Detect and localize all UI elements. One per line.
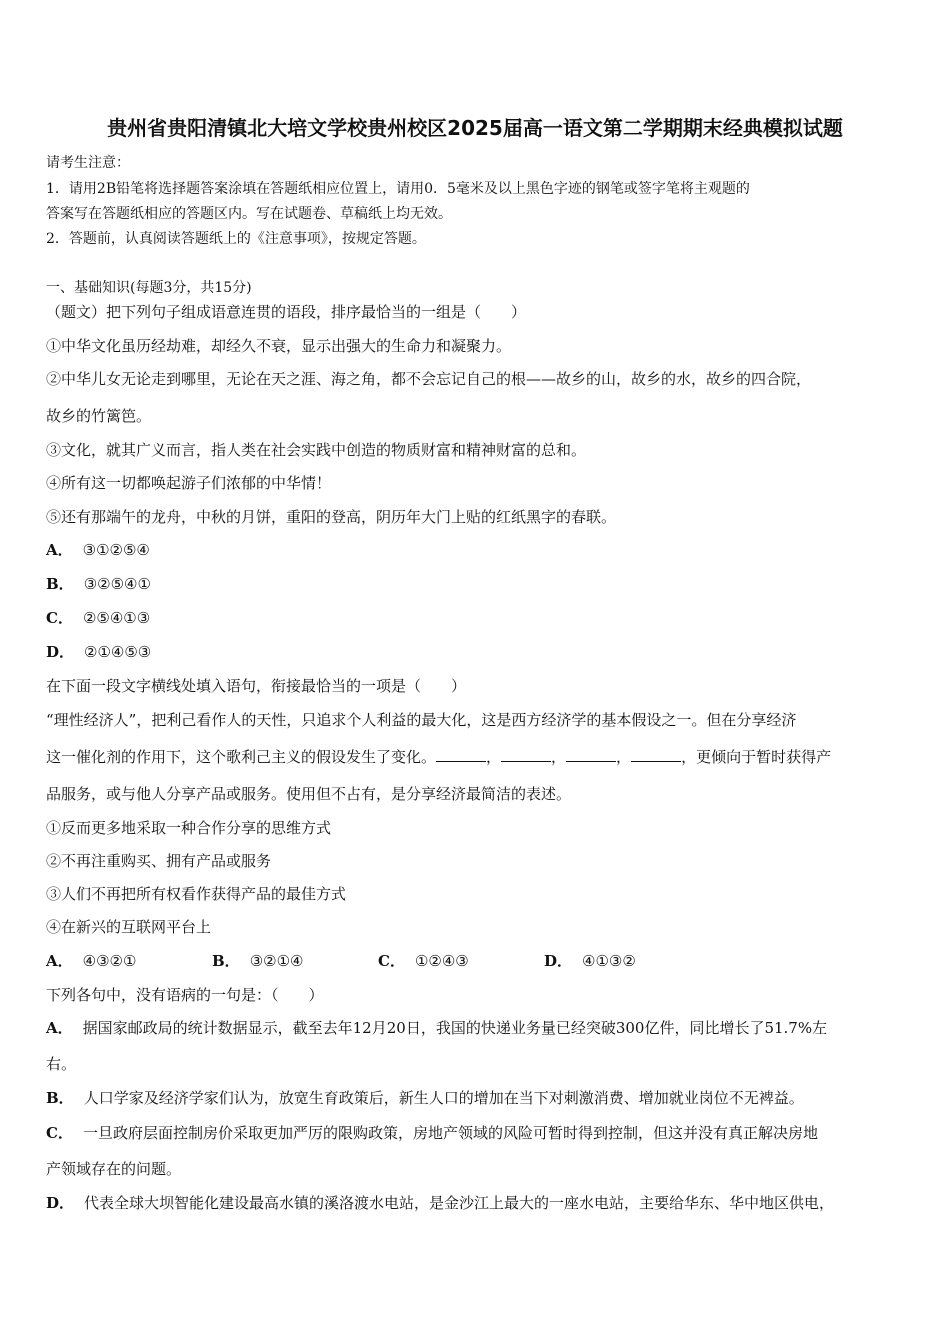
separator: ， — [486, 748, 502, 766]
q3-option-a — [46, 1017, 906, 1038]
notice-item-1: 1．请用2B铅笔将选择题答案涂填在答题纸相应位置上，请用0．5毫米及以上黑色字迹的钢笔或签字笔将主观题的 — [46, 181, 750, 197]
option-label: C． — [46, 1124, 73, 1142]
option-label: A． — [46, 952, 73, 970]
q2-options — [46, 950, 906, 971]
option-text: ①②④③ — [414, 952, 469, 970]
passage-text: 这一催化剂的作用下，这个歌利己主义的假设发生了变化。 — [46, 748, 437, 766]
option-text: ④①③② — [582, 952, 636, 970]
option-text: 代表全球大坝智能化建设最高水镇的溪洛渡水电站，是金沙江上最大的一座水电站，主要给华东、华中地区供电， — [84, 1194, 835, 1212]
q3-option-b — [46, 1087, 906, 1108]
q2-sentence-3: ③人们不再把所有权看作获得产品的最佳方式 — [46, 885, 347, 903]
q3-option-c-cont: 产领域存在的问题。 — [46, 1160, 182, 1178]
q1-sentence-4: ④所有这一切都唤起游子们浓郁的中华情！ — [46, 474, 332, 492]
q3-option-c — [46, 1122, 906, 1143]
q2-passage-line-2 — [46, 746, 906, 767]
q1-option-d — [46, 641, 906, 662]
notice-item-1-cont: 答案写在答题纸相应的答题区内。写在试题卷、草稿纸上均无效。 — [46, 206, 452, 222]
option-text: ②⑤④①③ — [82, 609, 151, 627]
q1-sentence-1: ①中华文化虽历经劫难，却经久不衰，显示出强大的生命力和凝聚力。 — [46, 337, 512, 355]
option-text: ②①④⑤③ — [84, 643, 152, 661]
separator: ， — [616, 748, 632, 766]
q2-option-c — [378, 950, 544, 971]
q1-sentence-2: ②中华儿女无论走到哪里，无论在天之涯、海之角，都不会忘记自己的根——故乡的山，故乡的水，故乡的四合院， — [46, 370, 812, 388]
notice-heading: 请考生注意： — [46, 155, 130, 171]
passage-text: ，更倾向于暂时获得产 — [681, 748, 832, 766]
option-label: D． — [544, 952, 573, 970]
option-text: ③②①④ — [249, 952, 304, 970]
q2-sentence-1: ①反而更多地采取一种合作分享的思维方式 — [46, 819, 332, 837]
section-heading: 一、基础知识(每题3分，共15分) — [46, 280, 252, 296]
q2-option-d — [544, 950, 710, 971]
q1-sentence-3: ③文化，就其广义而言，指人类在社会实践中创造的物质财富和精神财富的总和。 — [46, 441, 587, 459]
option-label: C． — [46, 609, 73, 627]
option-text: 人口学家及经济学家们认为，放宽生育政策后，新生人口的增加在当下对刺激消费、增加就业岗位不无裨益。 — [83, 1089, 804, 1107]
q1-sentence-5: ⑤还有那端午的龙舟，中秋的月饼，重阳的登高，阴历年大门上贴的红纸黑字的春联。 — [46, 508, 617, 526]
q3-option-d — [46, 1192, 906, 1213]
q2-option-a — [46, 950, 212, 971]
option-label: C． — [378, 952, 405, 970]
option-label: D． — [46, 643, 75, 661]
q2-stem: 在下面一段文字横线处填入语句，衔接最恰当的一项是（ ） — [46, 677, 467, 695]
q1-option-b — [46, 573, 906, 594]
fill-blank-4 — [631, 749, 681, 762]
exam-title: 贵州省贵阳清镇北大培文学校贵州校区2025届高一语文第二学期期末经典模拟试题 — [107, 116, 843, 140]
q1-sentence-2-cont: 故乡的竹篱笆。 — [46, 407, 152, 425]
separator: ， — [551, 748, 567, 766]
q2-sentence-2: ②不再注重购买、拥有产品或服务 — [46, 852, 272, 870]
q1-option-c — [46, 607, 906, 628]
option-label: D． — [46, 1194, 75, 1212]
q1-stem: （题文）把下列句子组成语意连贯的语段，排序最恰当的一组是（ ） — [46, 303, 527, 321]
q2-option-b — [212, 950, 378, 971]
q3-option-a-cont: 右。 — [46, 1055, 77, 1073]
fill-blank-1 — [436, 749, 486, 762]
option-text: ④③②① — [82, 952, 137, 970]
option-text: ③①②⑤④ — [82, 541, 150, 559]
option-text: ③②⑤④① — [83, 575, 151, 593]
option-label: B． — [212, 952, 240, 970]
option-label: B． — [46, 1089, 74, 1107]
q2-sentence-4: ④在新兴的互联网平台上 — [46, 918, 212, 936]
q2-passage-line-3: 品服务，或与他人分享产品或服务。使用但不占有，是分享经济最简洁的表述。 — [46, 785, 572, 803]
q3-stem: 下列各句中，没有语病的一句是：（ ） — [46, 986, 324, 1004]
fill-blank-2 — [501, 749, 551, 762]
q2-passage-line-1: “理性经济人”，把利己看作人的天性，只追求个人利益的最大化，这是西方经济学的基本假设之一。但在分享经济 — [46, 711, 797, 729]
option-label: A． — [46, 541, 73, 559]
q1-option-a — [46, 539, 906, 560]
option-text: 一旦政府层面控制房价采取更加严厉的限购政策，房地产领域的风险可暂时得到控制，但这并没有真正解决房地 — [82, 1124, 818, 1142]
option-text: 据国家邮政局的统计数据显示，截至去年12月20日，我国的快递业务量已经突破300亿件，同比增长了51.7%左 — [82, 1019, 828, 1037]
option-label: A． — [46, 1019, 73, 1037]
notice-item-2: 2．答题前，认真阅读答题纸上的《注意事项》，按规定答题。 — [46, 231, 426, 247]
fill-blank-3 — [566, 749, 616, 762]
option-label: B． — [46, 575, 74, 593]
